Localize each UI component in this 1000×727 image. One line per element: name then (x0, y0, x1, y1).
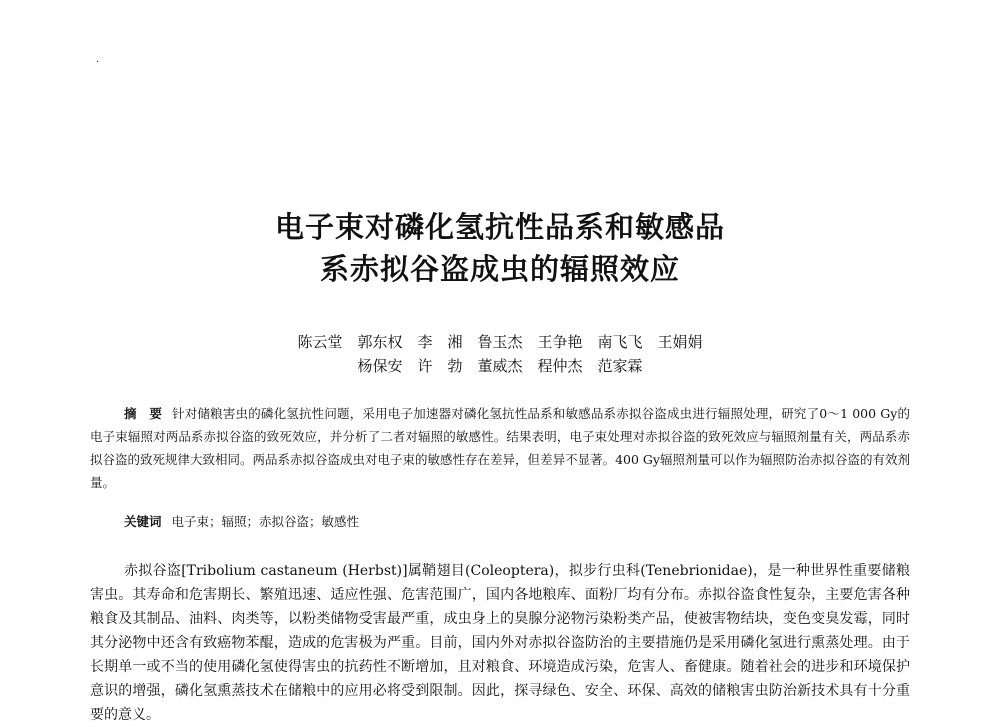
abstract-paragraph (90, 402, 910, 494)
keywords (124, 512, 359, 530)
paper-title (0, 206, 1000, 290)
body-text (90, 559, 910, 727)
body-paragraph: 赤拟谷盗[Tribolium castaneum (Herbst)]属鞘翅目(Coleoptera)，拟步行虫科(Tenebrionidae)，是一种世界性重要储粮害虫。其寿命和危害期长、繁殖迅速、适应性强、危害范围广，国内各地粮库、面粉厂均有分布。赤拟谷盗食性复杂，主要危害各种粮食及其制品、油料、肉类等，以粉类储物受害最严重，成虫身上的臭腺分泌物污染粉类产品，使被害物结块，变色变臭发霉，同时其分泌物中还含有致癌物苯醌，造成的危害极为严重。目前，国内外对赤拟谷盗防治的主要措施仍是采用磷化氢进行熏蒸处理。由于长期单一或不当的使用磷化氢使得害虫的抗药性不断增加，且对粮食、环境造成污染，危害人、畜健康。随着社会的进步和环境保护意识的增强，磷化氢熏蒸技术在储粮中的应用必将受到限制。因此，探寻绿色、安全、环保、高效的储粮害虫防治新技术具有十分重要的意义。 (90, 563, 910, 723)
abstract-label: 摘 要 (124, 406, 163, 421)
abstract-text: 针对储粮害虫的磷化氢抗性问题，采用电子加速器对磷化氢抗性品系和敏感品系赤拟谷盗成虫进行辐照处理，研究了0～1 000 Gy的电子束辐照对两品系赤拟谷盗的致死效应，并分析了二者对辐照的敏感性。结果表明，电子束处理对赤拟谷盗的致死效应与辐照剂量有关，两品系赤拟谷盗的致死规律大致相同。两品系赤拟谷盗成虫对电子束的敏感性存在差异，但差异不显著。400 Gy辐照剂量可以作为辐照防治赤拟谷盗的有效剂量。 (90, 406, 910, 490)
author-list (0, 330, 1000, 378)
title-line-1: 电子束对磷化氢抗性品系和敏感品 (274, 210, 725, 244)
page-mark: . (96, 54, 100, 65)
keywords-text: 电子束；辐照；赤拟谷盗；敏感性 (171, 514, 360, 529)
keywords-label: 关键词 (124, 514, 162, 529)
title-line-2: 系赤拟谷盗成虫的辐照效应 (319, 252, 680, 286)
abstract (90, 402, 910, 494)
authors-line-2: 杨保安 许 勃 董威杰 程仲杰 范家霖 (357, 357, 643, 375)
authors-line-1: 陈云堂 郭东权 李 湘 鲁玉杰 王争艳 南飞飞 王娟娟 (297, 333, 703, 351)
